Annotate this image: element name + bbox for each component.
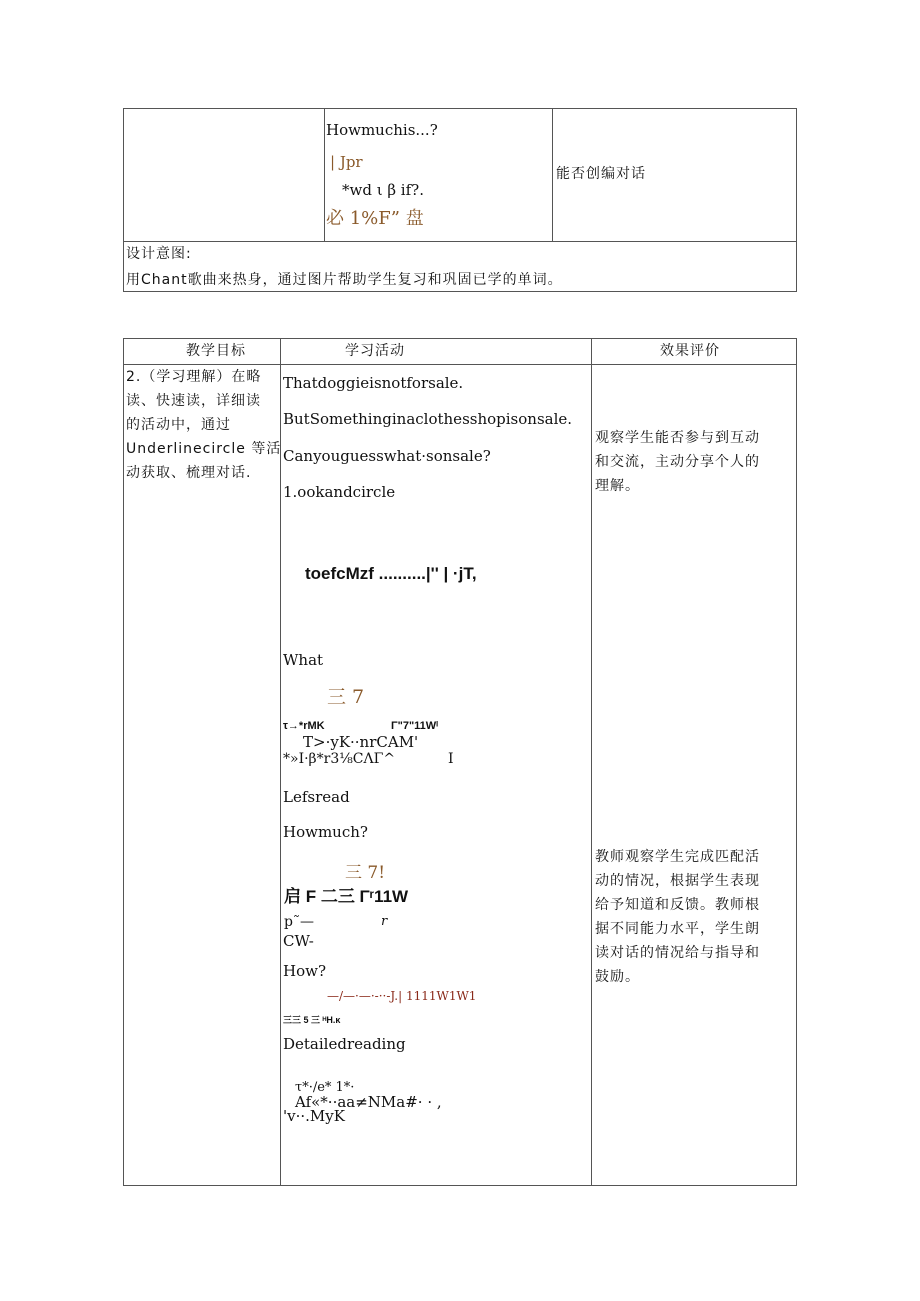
activity-sentence-2: ButSomethinginaclothesshopisonsale.	[283, 410, 573, 428]
activity-look-and-circle: 1.ookandcircle	[283, 483, 396, 501]
t1-border-bottom	[123, 291, 797, 292]
eval-1-line-1: 观察学生能否参与到互动	[595, 430, 760, 446]
t2-border-left	[123, 338, 124, 1186]
t2-col-divider-1	[280, 338, 281, 1186]
activity-garbled-11: τ*·/e* 1*·	[295, 1080, 355, 1095]
t1-activity-line-1: Howmuchis...?	[326, 121, 438, 139]
t1-activity-line-3: *wd ι β if?.	[342, 181, 424, 199]
activity-garbled-5b: I	[448, 751, 454, 767]
goal-line-2: 读、快速读，详细读	[126, 393, 261, 409]
goal-line-3: 的活动中，通过	[126, 417, 231, 433]
eval-2-line-3: 给予知道和反馈。教师根	[595, 897, 760, 913]
t1-border-mid	[123, 241, 797, 242]
activity-garbled-6: 三 7!	[345, 863, 386, 883]
activity-cw: CW-	[283, 932, 314, 950]
activity-garbled-8b: r	[381, 914, 388, 929]
eval-1-line-3: 理解。	[595, 478, 640, 494]
activity-detailed-reading: Detailedreading	[283, 1035, 406, 1053]
eval-2-line-5: 读对话的情况给与指导和	[595, 945, 760, 961]
activity-howmuch: Howmuch?	[283, 823, 368, 841]
t2-header-divider	[123, 364, 797, 365]
header-teaching-goal: 教学目标	[186, 343, 246, 359]
activity-garbled-10: 三三 5 三 ᴴH.κ	[283, 1015, 341, 1025]
activity-garbled-3b: Γ"7"11Wᴵ	[391, 720, 439, 732]
goal-line-5: 动获取、梳理对话.	[126, 465, 252, 481]
activity-garbled-13: 'v··.MyK	[283, 1107, 345, 1125]
activity-how: How?	[283, 962, 326, 980]
t1-evaluation: 能否创编对话	[556, 166, 646, 182]
t1-activity-line-4: 必 1%F” 盘	[326, 208, 424, 229]
t1-border-left	[123, 108, 124, 292]
t1-activity-line-2: | Jpr	[330, 153, 363, 171]
goal-line-4: Underlinecircle 等活	[126, 441, 282, 457]
eval-2-line-6: 鼓励。	[595, 969, 640, 985]
activity-sentence-3: Canyouguesswhat·sonsale?	[283, 447, 491, 465]
eval-2-line-4: 据不同能力水平，学生朗	[595, 921, 760, 937]
activity-garbled-4: T>·yK··nrCAM'	[303, 733, 419, 751]
t2-border-right	[796, 338, 797, 1186]
t2-col-divider-2	[591, 338, 592, 1186]
goal-line-1: 2.（学习理解）在略	[126, 369, 262, 385]
eval-1-line-2: 和交流，主动分享个人的	[595, 454, 760, 470]
t2-border-top	[123, 338, 797, 339]
activity-garbled-8: p˜—	[284, 914, 314, 930]
activity-what: What	[283, 651, 324, 669]
t1-col-divider-2	[552, 108, 553, 242]
header-effect-evaluation: 效果评价	[660, 343, 720, 359]
t2-border-bottom	[123, 1185, 797, 1186]
design-intent-label: 设计意图:	[126, 246, 192, 262]
eval-2-line-1: 教师观察学生完成匹配活	[595, 849, 760, 865]
activity-garbled-3a: τ→*rMK	[283, 720, 325, 732]
activity-garbled-1: toefcMzf ..........|'' | ·jT,	[305, 564, 477, 583]
activity-garbled-5: *»I·β*r3⅛CΛΓ^	[283, 751, 396, 767]
activity-garbled-9: —/—·—·-··-J.| 1111W1W1	[327, 989, 477, 1003]
eval-2-line-2: 动的情况，根据学生表现	[595, 873, 760, 889]
activity-garbled-7: 启 F 二三 Γʳ11W	[284, 887, 409, 906]
t1-border-top	[123, 108, 797, 109]
design-intent-text: 用Chant歌曲来热身，通过图片帮助学生复习和巩固已学的单词。	[126, 272, 563, 288]
t1-border-right	[796, 108, 797, 292]
t1-col-divider-1	[324, 108, 325, 242]
activity-garbled-2: 三 7	[327, 686, 365, 708]
activity-lefsread: Lefsread	[283, 788, 350, 806]
activity-garbled-12: Af«*··aa≠NMa#· · ,	[295, 1093, 442, 1111]
activity-sentence-1: Thatdoggieisnotforsale.	[283, 374, 464, 392]
header-learning-activity: 学习活动	[345, 343, 405, 359]
